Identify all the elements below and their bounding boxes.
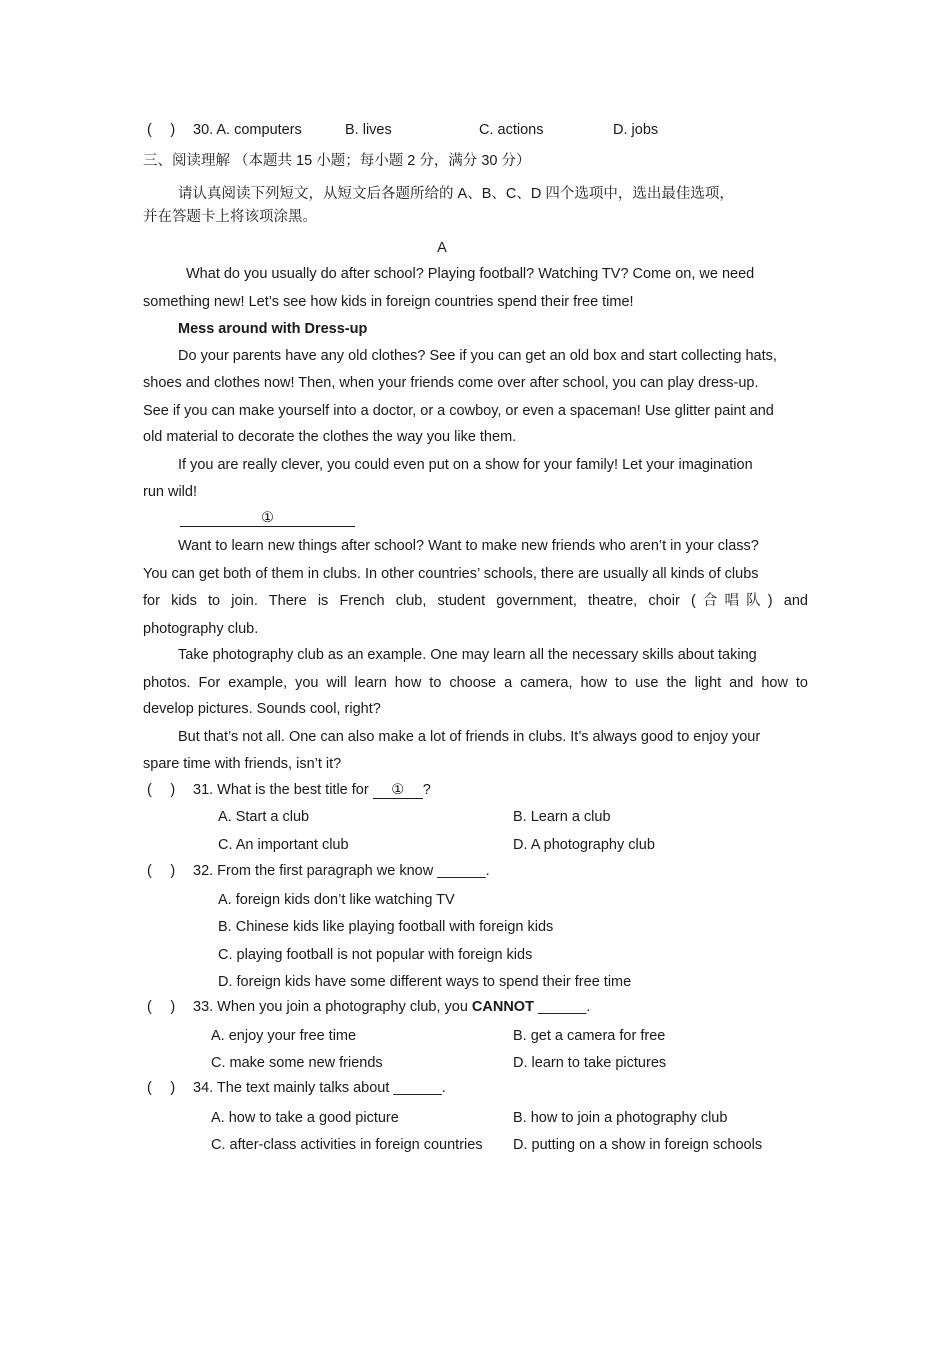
q30-option-c: C. actions: [479, 122, 544, 138]
p1-line-3: See if you can make yourself into a doctor, or a cowboy, or even a spaceman! Use glitter paint and: [143, 403, 774, 419]
p5-line-1: But that’s not all. One can also make a lot of friends in clubs. It’s always good to enjoy your: [178, 729, 761, 745]
q32-option-b: B. Chinese kids like playing football with foreign kids: [218, 919, 554, 935]
p3-line-3: for kids to join. There is French club, student government, theatre, choir (合唱队) and: [143, 593, 808, 609]
q33-option-d: D. learn to take pictures: [513, 1055, 667, 1071]
answer-paren: ( ): [147, 1080, 176, 1096]
q34-option-b: B. how to join a photography club: [513, 1110, 728, 1126]
q31-option-d: D. A photography club: [513, 837, 655, 853]
instruction-line-1: 请认真阅读下列短文，从短文后各题所给的 A、B、C、D 四个选项中，选出最佳选项，: [178, 186, 734, 202]
p1-line-1: Do your parents have any old clothes? See if you can get an old box and start collecting hats,: [178, 348, 777, 364]
p3-line-2: You can get both of them in clubs. In other countries’ schools, there are usually all kinds of clubs: [143, 566, 759, 582]
q30-option-b: B. lives: [345, 122, 392, 138]
q34-stem: [147, 1079, 446, 1097]
q31-blank-mark: ①: [373, 783, 423, 799]
q33-option-b: B. get a camera for free: [513, 1028, 666, 1044]
p5-line-2: spare time with friends, isn’t it?: [143, 756, 342, 772]
q34-option-d: D. putting on a show in foreign schools: [513, 1137, 763, 1153]
p2-line-2: run wild!: [143, 484, 197, 500]
q32-option-c: C. playing football is not popular with foreign kids: [218, 947, 533, 963]
q33-stem-emphasis: CANNOT: [471, 999, 534, 1015]
q33-option-c: C. make some new friends: [211, 1055, 383, 1071]
q33-option-a: A. enjoy your free time: [211, 1028, 357, 1044]
answer-paren: ( ): [147, 999, 176, 1015]
q30-option-d: D. jobs: [613, 122, 659, 138]
blank-subtitle: ①: [180, 510, 355, 527]
p3-line-4: photography club.: [143, 621, 259, 637]
answer-paren: ( ): [147, 863, 176, 879]
q32-option-a: A. foreign kids don’t like watching TV: [218, 892, 455, 908]
p4-line-3: develop pictures. Sounds cool, right?: [143, 701, 381, 717]
p2-line-1: If you are really clever, you could even put on a show for your family! Let your imagination: [178, 457, 753, 473]
instruction-line-2: 并在答题卡上将该项涂黑。: [143, 209, 317, 225]
q32-stem-text: 32. From the first paragraph we know ______.: [193, 863, 490, 879]
p4-line-1: Take photography club as an example. One may learn all the necessary skills about taking: [178, 647, 757, 663]
p3-line-1: Want to learn new things after school? Want to make new friends who aren’t in your class?: [178, 538, 759, 554]
p1-line-4: old material to decorate the clothes the way you like them.: [143, 429, 517, 445]
answer-paren: ( ): [147, 122, 176, 138]
q31-option-c: C. An important club: [218, 837, 349, 853]
q33-stem-end: ______.: [533, 999, 591, 1015]
q34-option-c: C. after-class activities in foreign countries: [211, 1137, 483, 1153]
p1-line-2: shoes and clothes now! Then, when your friends come over after school, you can play dress-up.: [143, 375, 759, 391]
q31-option-a: A. Start a club: [218, 809, 310, 825]
q32-stem: [147, 862, 490, 880]
subtitle-dress-up: Mess around with Dress-up: [178, 321, 368, 337]
q34-stem-text: 34. The text mainly talks about ______.: [193, 1080, 446, 1096]
section-heading: 三、阅读理解 （本题共 15 小题；每小题 2 分，满分 30 分）: [143, 153, 531, 169]
q30-option-a: 30. A. computers: [193, 122, 302, 138]
q30-line: [147, 121, 302, 139]
q33-stem-text: 33. When you join a photography club, you: [193, 999, 472, 1015]
p4-line-2: photos. For example, you will learn how to choose a camera, how to use the light and how to: [143, 675, 808, 691]
q31-stem: [147, 781, 431, 799]
intro-line-2: something new! Let’s see how kids in foreign countries spend their free time!: [143, 294, 634, 310]
answer-paren: ( ): [147, 782, 176, 798]
passage-label: A: [437, 240, 447, 256]
q31-stem-text: 31. What is the best title for: [193, 782, 373, 798]
intro-line-1: What do you usually do after school? Playing football? Watching TV? Come on, we need: [186, 266, 755, 282]
q34-option-a: A. how to take a good picture: [211, 1110, 399, 1126]
q31-stem-end: ?: [422, 782, 431, 798]
q33-stem: [147, 998, 590, 1016]
q32-option-d: D. foreign kids have some different ways to spend their free time: [218, 974, 632, 990]
q31-option-b: B. Learn a club: [513, 809, 611, 825]
